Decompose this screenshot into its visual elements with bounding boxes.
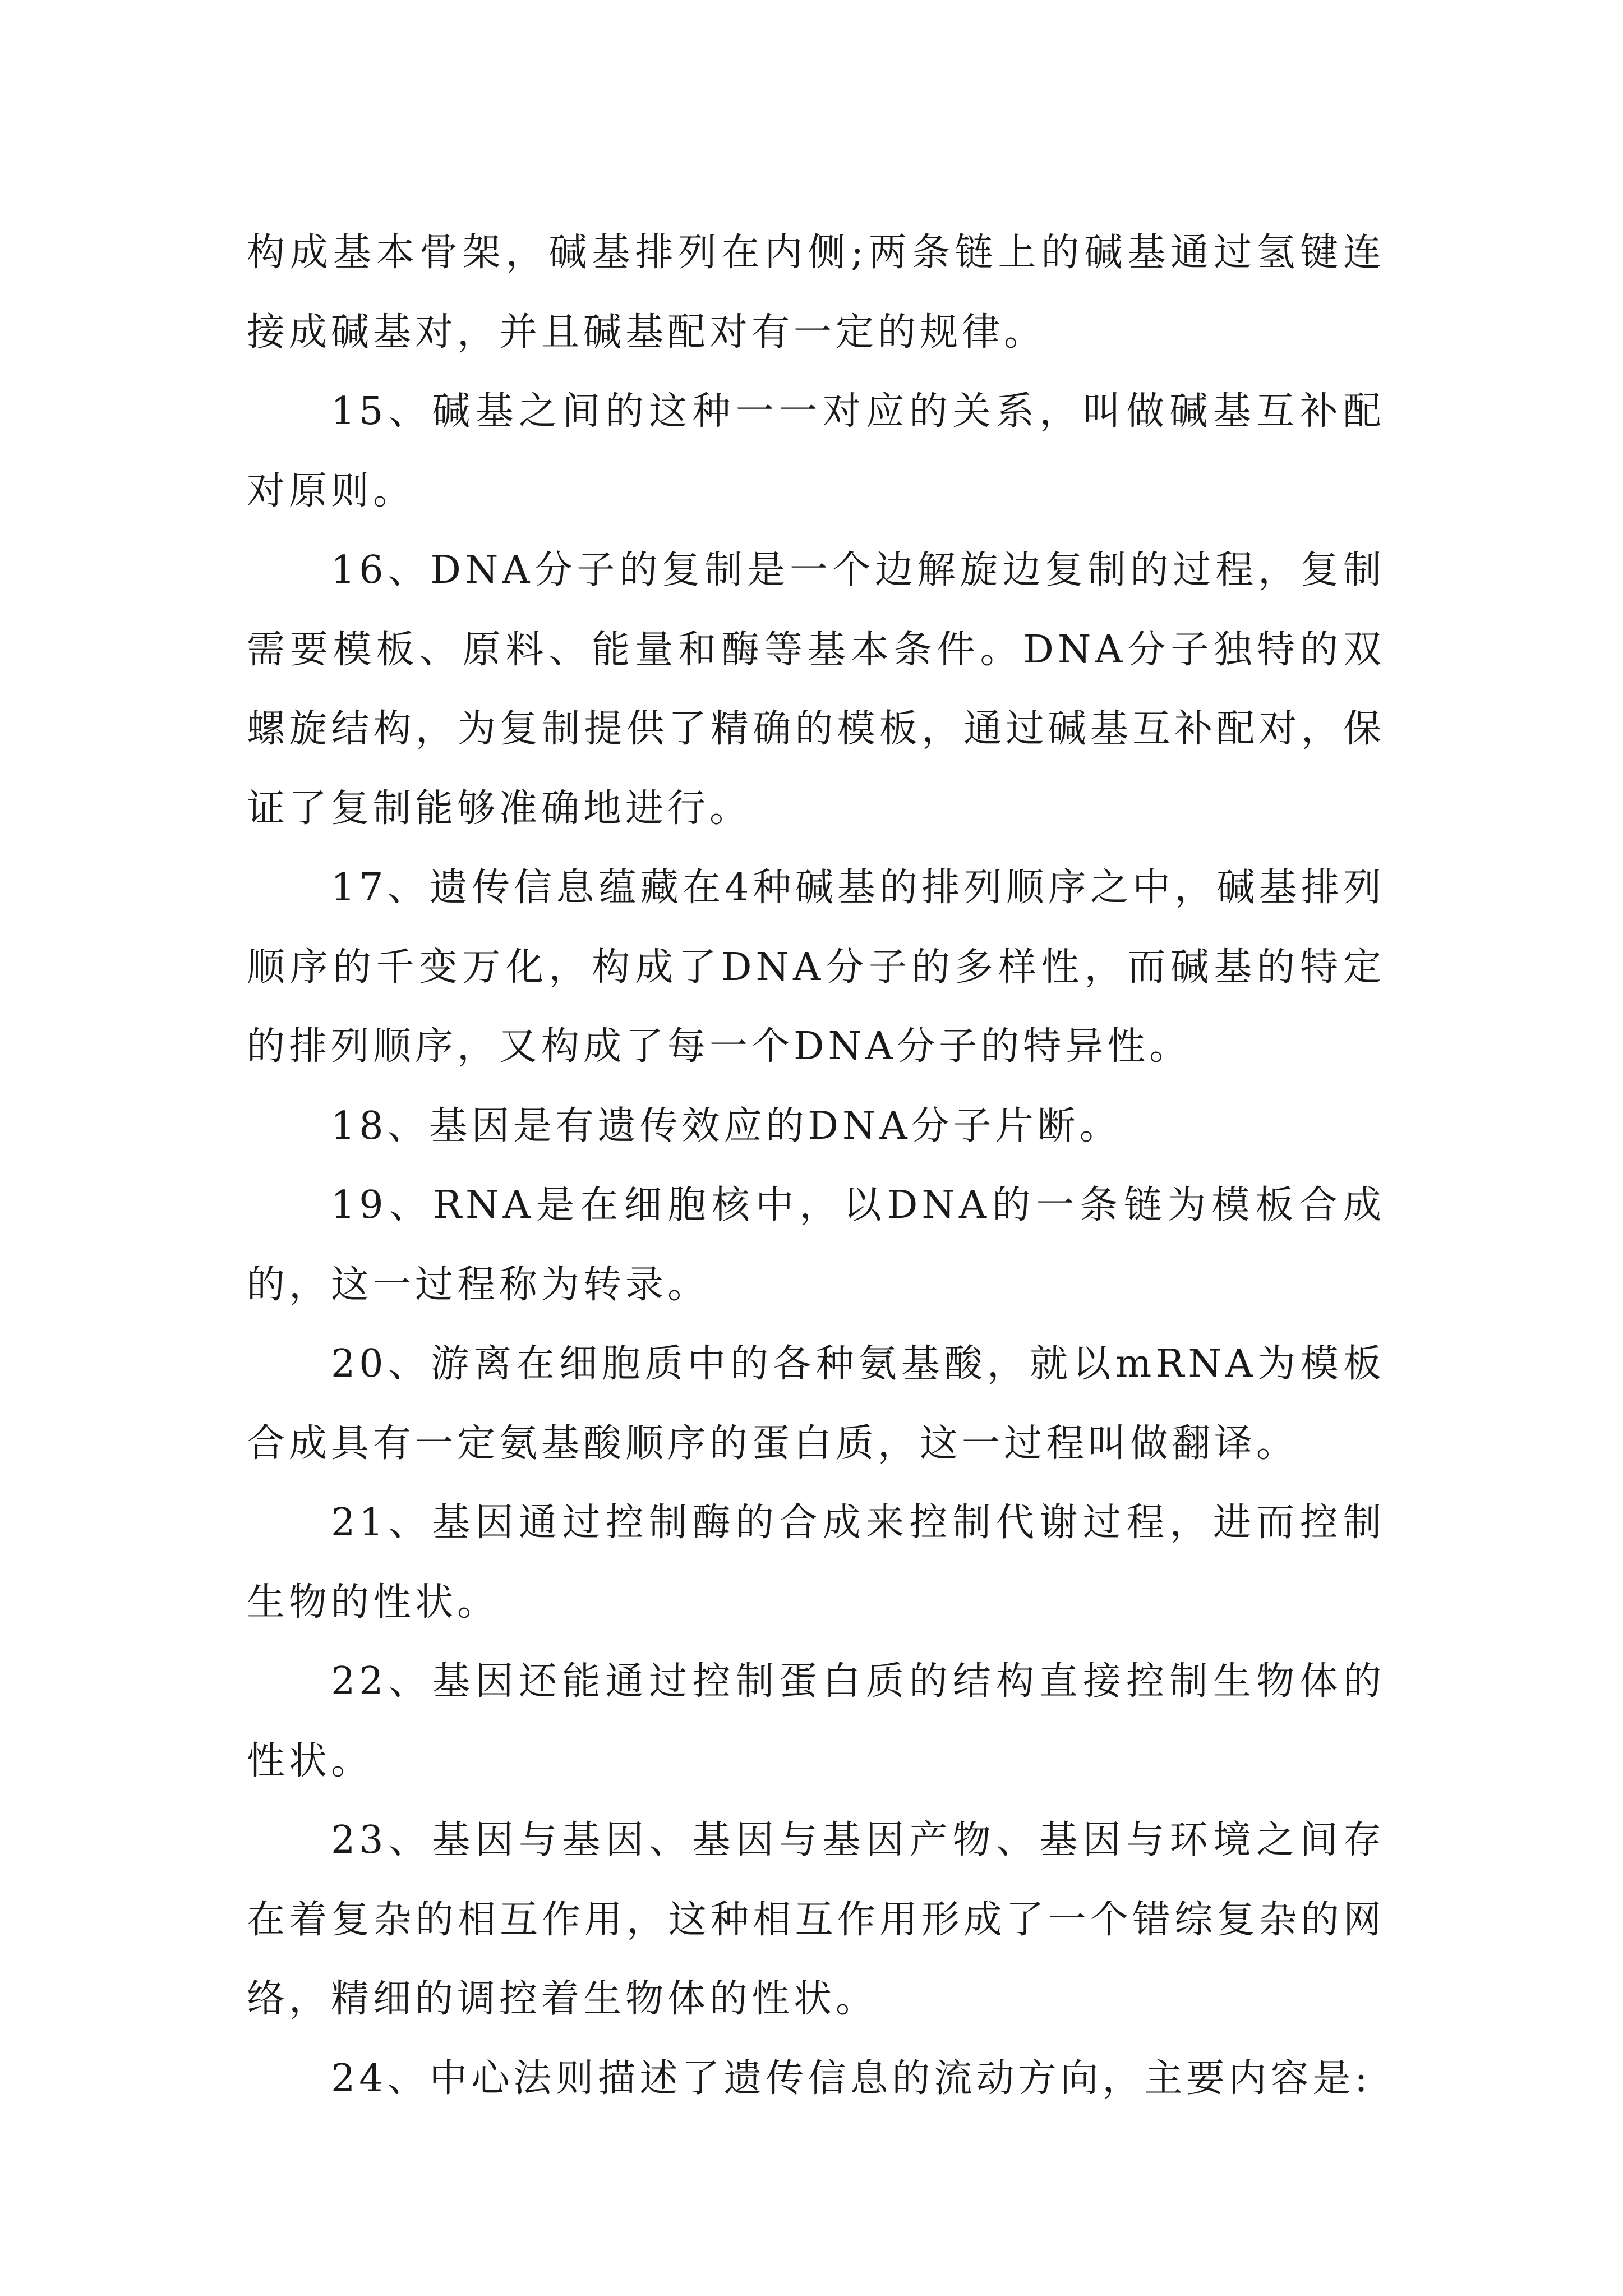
paragraph-22: 22、基因还能通过控制蛋白质的结构直接控制生物体的性状。 [247, 1659, 1385, 1783]
paragraph-17: 17、遗传信息蕴藏在4种碱基的排列顺序之中，碱基排列顺序的千变万化，构成了DNA分子的多样性，而碱基的特定的排列顺序，又构成了每一个DNA分子的特异性。 [247, 866, 1385, 1069]
paragraph-24: 24、中心法则描述了遗传信息的流动方向，主要内容是: [331, 2056, 1372, 2101]
paragraph-20: 20、游离在细胞质中的各种氨基酸，就以mRNA为模板合成具有一定氨基酸顺序的蛋白质，这一过程叫做翻译。 [247, 1342, 1385, 1466]
paragraph-16: 16、DNA分子的复制是一个边解旋边复制的过程，复制需要模板、原料、能量和酶等基本条件。DNA分子独特的双螺旋结构，为复制提供了精确的模板，通过碱基互补配对，保证了复制能够准确地进行。 [247, 548, 1385, 831]
paragraph-19: 19、RNA是在细胞核中，以DNA的一条链为模板合成的，这一过程称为转录。 [247, 1183, 1385, 1307]
document-body [247, 213, 1385, 2118]
paragraph-15: 15、碱基之间的这种一一对应的关系，叫做碱基互补配对原则。 [247, 389, 1385, 513]
paragraph-continued: 构成基本骨架，碱基排列在内侧;两条链上的碱基通过氢键连接成碱基对，并且碱基配对有一定的规律。 [247, 231, 1385, 355]
paragraph-21: 21、基因通过控制酶的合成来控制代谢过程，进而控制生物的性状。 [247, 1501, 1385, 1625]
paragraph-18: 18、基因是有遗传效应的DNA分子片断。 [331, 1103, 1122, 1148]
paragraph-23: 23、基因与基因、基因与基因产物、基因与环境之间存在着复杂的相互作用，这种相互作用形成了一个错综复杂的网络，精细的调控着生物体的性状。 [247, 1818, 1385, 2021]
